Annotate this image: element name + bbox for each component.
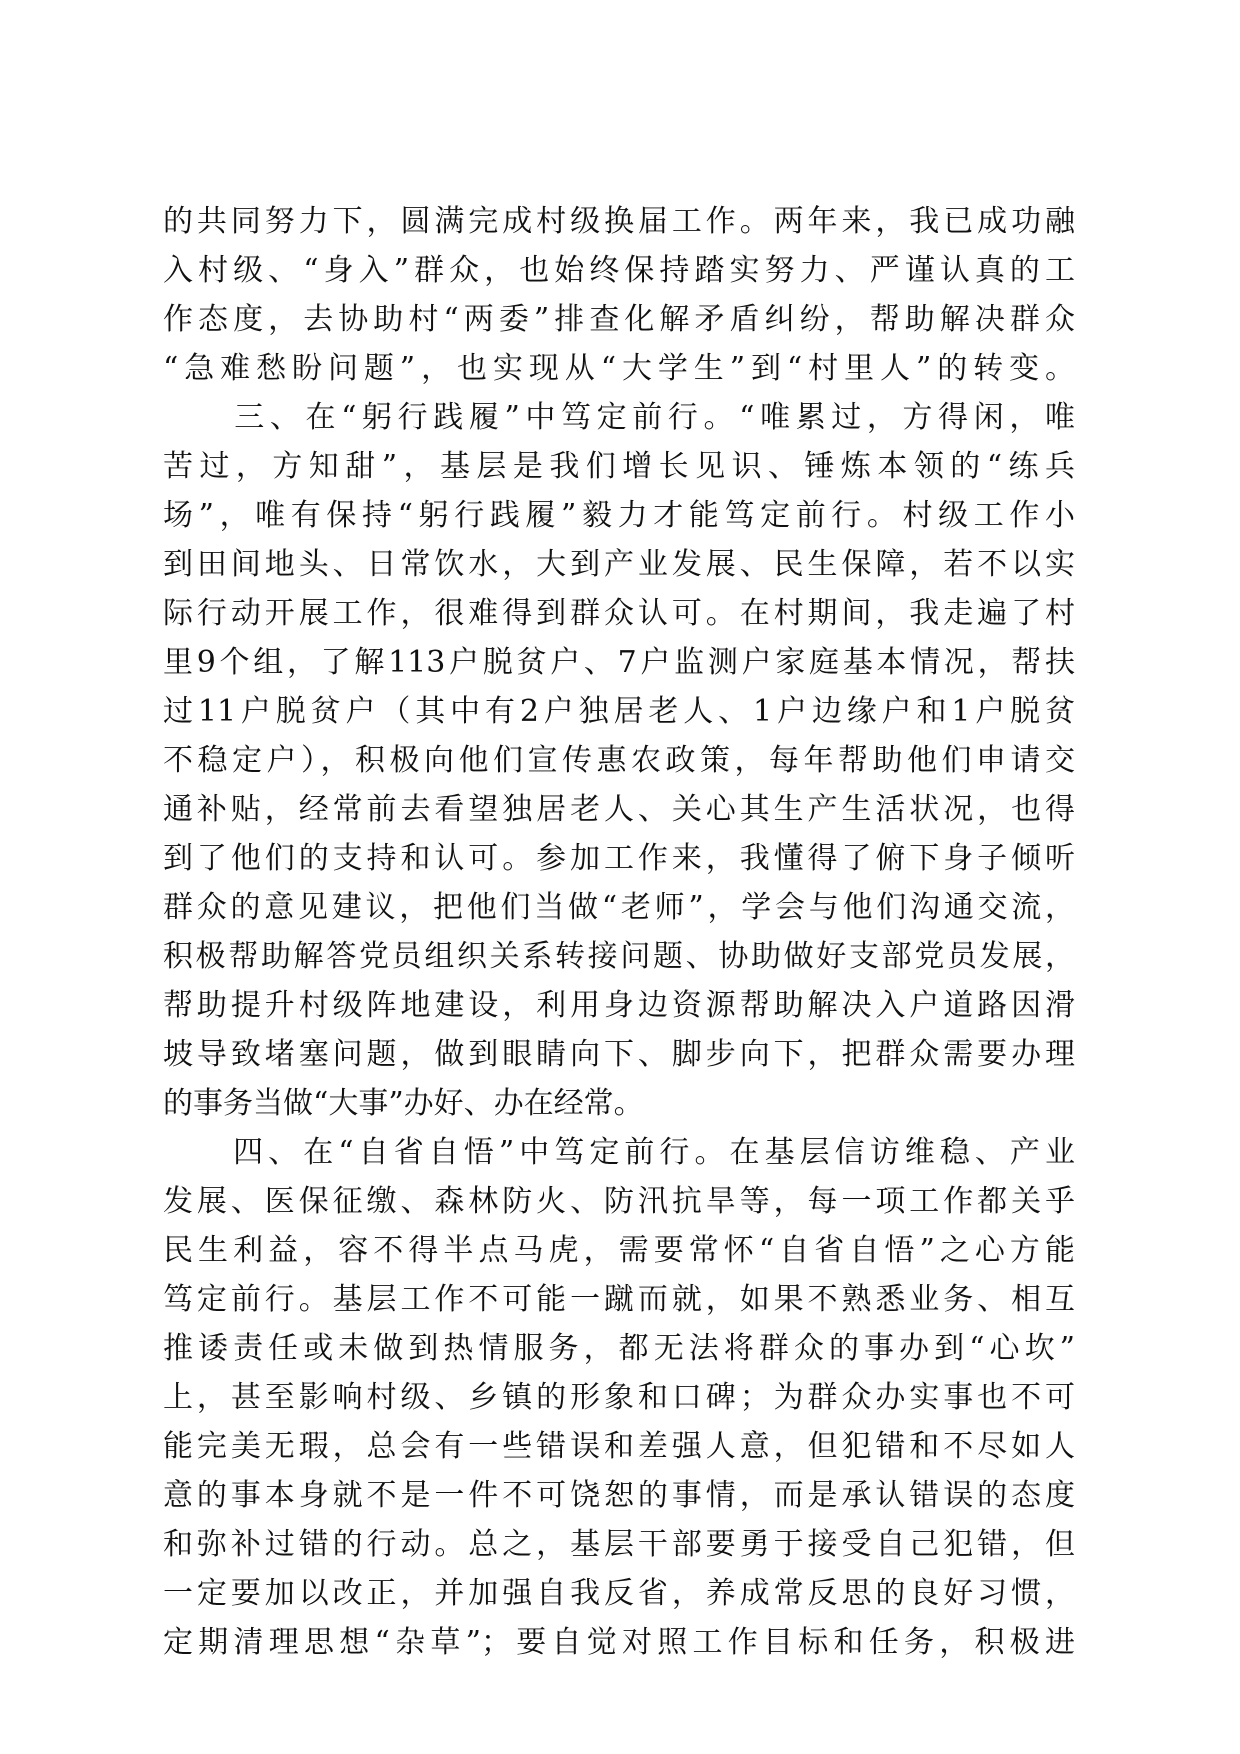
text-line: 作态度，去协助村“两委”排查化解矛盾纠纷，帮助解决群众 (163, 302, 1075, 337)
text-line: 能完美无瑕，总会有一些错误和差强人意，但犯错和不尽如人 (163, 1429, 1075, 1464)
paragraph-continuation (163, 197, 1075, 393)
text-line: 的共同努力下，圆满完成村级换届工作。两年来，我已成功融 (163, 204, 1075, 239)
text-line: 不稳定户），积极向他们宣传惠农政策，每年帮助他们申请交 (163, 743, 1075, 778)
text-line: 过11户脱贫户（其中有2户独居老人、1户边缘户和1户脱贫 (163, 694, 1075, 729)
text-line: 发展、医保征缴、森林防火、防汛抗旱等，每一项工作都关乎 (163, 1184, 1075, 1219)
paragraph-section-three (163, 393, 1075, 1128)
text-line: 场”，唯有保持“躬行践履”毅力才能笃定前行。村级工作小 (163, 498, 1075, 533)
text-line: 一定要加以改正，并加强自我反省，养成常反思的良好习惯， (163, 1576, 1075, 1611)
text-line: 到田间地头、日常饮水，大到产业发展、民生保障，若不以实 (163, 547, 1075, 582)
text-line: 三、在“躬行践履”中笃定前行。“唯累过，方得闲，唯 (163, 400, 1075, 435)
text-line: 苦过，方知甜”，基层是我们增长见识、锤炼本领的“练兵 (163, 449, 1075, 484)
body-text (163, 197, 1075, 1667)
text-line: “急难愁盼问题”，也实现从“大学生”到“村里人”的转变。 (163, 351, 1075, 386)
text-line: 的事务当做“大事”办好、办在经常。 (163, 1086, 644, 1121)
text-line: 积极帮助解答党员组织关系转接问题、协助做好支部党员发展， (163, 939, 1075, 974)
text-line: 通补贴，经常前去看望独居老人、关心其生产生活状况，也得 (163, 792, 1075, 827)
text-line: 民生利益，容不得半点马虎，需要常怀“自省自悟”之心方能 (163, 1233, 1075, 1268)
text-line: 里9个组，了解113户脱贫户、7户监测户家庭基本情况，帮扶 (163, 645, 1075, 680)
text-line: 意的事本身就不是一件不可饶恕的事情，而是承认错误的态度 (163, 1478, 1075, 1513)
text-line: 和弥补过错的行动。总之，基层干部要勇于接受自己犯错，但 (163, 1527, 1075, 1562)
text-line: 推诿责任或未做到热情服务，都无法将群众的事办到“心坎” (163, 1331, 1075, 1366)
text-line: 帮助提升村级阵地建设，利用身边资源帮助解决入户道路因滑 (163, 988, 1075, 1023)
text-line: 坡导致堵塞问题，做到眼睛向下、脚步向下，把群众需要办理 (163, 1037, 1075, 1072)
text-line: 四、在“自省自悟”中笃定前行。在基层信访维稳、产业 (163, 1135, 1075, 1170)
text-line: 入村级、“身入”群众，也始终保持踏实努力、严谨认真的工 (163, 253, 1075, 288)
text-line: 上，甚至影响村级、乡镇的形象和口碑；为群众办实事也不可 (163, 1380, 1075, 1415)
paragraph-section-four (163, 1128, 1075, 1667)
text-line: 定期清理思想“杂草”；要自觉对照工作目标和任务，积极进 (163, 1625, 1075, 1660)
text-line: 到了他们的支持和认可。参加工作来，我懂得了俯下身子倾听 (163, 841, 1075, 876)
text-line: 际行动开展工作，很难得到群众认可。在村期间，我走遍了村 (163, 596, 1075, 631)
text-line: 群众的意见建议，把他们当做“老师”，学会与他们沟通交流， (163, 890, 1075, 925)
text-line: 笃定前行。基层工作不可能一蹴而就，如果不熟悉业务、相互 (163, 1282, 1075, 1317)
